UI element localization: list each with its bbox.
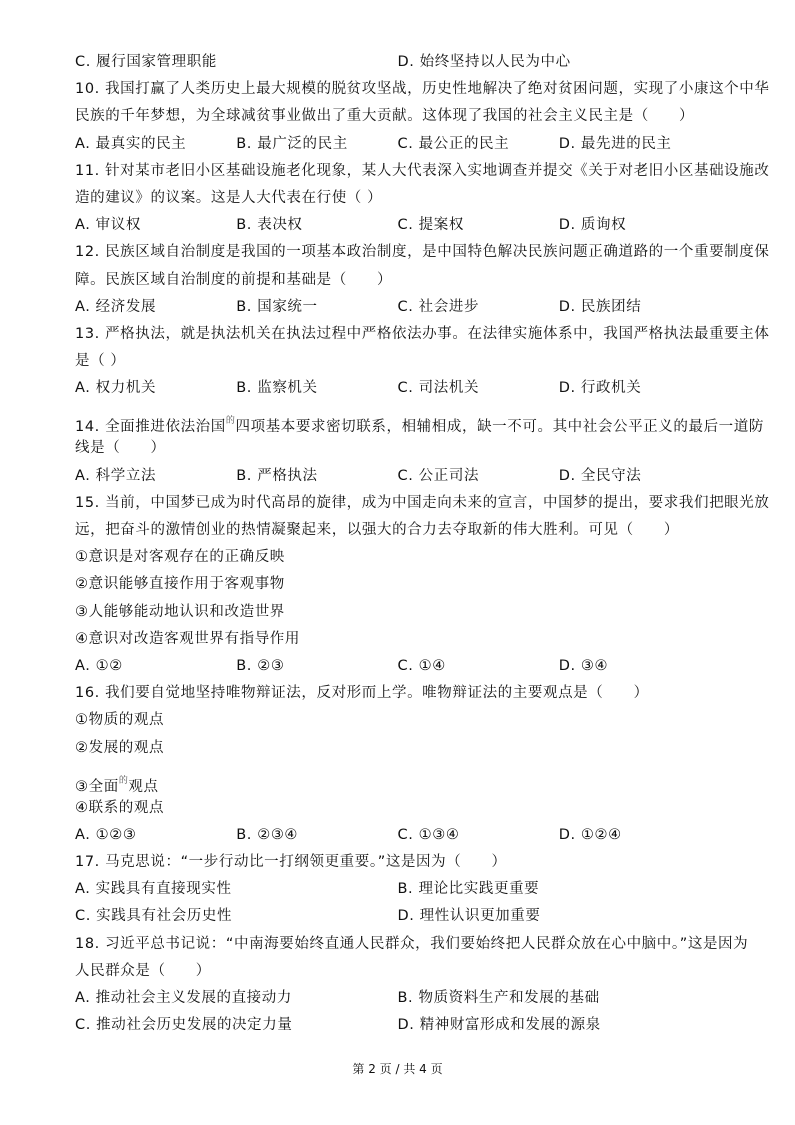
q11-options: [75, 212, 720, 239]
option: D. 最先进的民主: [558, 135, 672, 152]
q15-options: [75, 653, 720, 680]
option: D. ①②④: [558, 826, 622, 843]
option: D. 始终坚持以人民为中心: [397, 54, 571, 70]
question-text: 人民群众是（ ）: [75, 962, 211, 979]
option: C. 司法机关: [397, 380, 480, 397]
q18-options: [75, 1012, 720, 1039]
q16-options: [75, 822, 720, 849]
option: A. ①②③: [75, 826, 137, 843]
question-list: [75, 49, 770, 1039]
option: C. ①④: [397, 657, 446, 674]
option: C. 最公正的民主: [397, 135, 510, 152]
page-number: 第 2 页 / 共 4 页: [352, 1062, 443, 1076]
option: C. ①③④: [397, 826, 460, 843]
option: B. 表决权: [236, 217, 303, 234]
q14-options: [75, 463, 720, 490]
option: D. 质询权: [558, 217, 627, 234]
option: A. 最真实的民主: [75, 135, 187, 152]
option: A. 实践具有直接现实性: [75, 881, 232, 898]
option: D. 行政机关: [558, 380, 642, 397]
option: D. ③④: [558, 657, 609, 674]
question-text: 11. 针对某市老旧小区基础设施老化现象，某人大代表深入实地调查并提交《关于对老旧小区基础设施改: [75, 162, 770, 179]
option: A. ①②: [75, 657, 123, 674]
option: D. 民族团结: [558, 298, 642, 315]
statement: ④联系的观点: [75, 799, 165, 816]
text: ③全面: [75, 778, 119, 795]
option: A. 科学立法: [75, 467, 157, 484]
option: A. 审议权: [75, 217, 141, 234]
statement: ③人能够能动地认识和改造世界: [75, 603, 285, 620]
text: 四项基本要求密切联系，相辅相成，缺一不可。其中社会公平正义的最后一道防: [235, 419, 764, 436]
statement: ④意识对改造客观世界有指导作用: [75, 630, 300, 647]
option: B. 监察机关: [236, 380, 318, 397]
question-text: 造的建议》的议案。这是人大代表在行使（ ）: [75, 189, 383, 206]
question-text: 线是（ ）: [75, 440, 166, 457]
question-text: 13. 严格执法，就是执法机关在执法过程中严格依法办事。在法律实施体系中，我国严格执法最重要主体: [75, 325, 770, 342]
q10-options: [75, 131, 720, 158]
q12-options: [75, 294, 720, 321]
option: A. 推动社会主义发展的直接动力: [75, 990, 292, 1006]
q9-options: [75, 49, 720, 76]
option: B. 物质资料生产和发展的基础: [397, 990, 600, 1006]
q18-options: [75, 985, 720, 1012]
question-text: 远，把奋斗的激情创业的热情凝聚起来，以强大的合力去夺取新的伟大胜利。可见（ ）: [75, 522, 679, 538]
option: C. 提案权: [397, 217, 464, 234]
option: B. ②③④: [236, 826, 299, 843]
question-text: 15. 当前，中国梦已成为时代高昂的旋律，成为中国走向未来的宣言，中国梦的提出，要求我们把眼光放: [75, 494, 770, 511]
option: B. 理论比实践更重要: [397, 881, 540, 898]
superscript: 的: [118, 775, 129, 786]
question-text: [75, 402, 764, 436]
option: C. 推动社会历史发展的决定力量: [75, 1017, 293, 1034]
q17-options: [75, 903, 720, 930]
option: A. 经济发展: [75, 298, 157, 315]
superscript: 的: [225, 416, 236, 427]
question-text: 12. 民族区域自治制度是我国的一项基本政治制度，是中国特色解决民族问题正确道路的一个重要制度保: [75, 244, 770, 261]
option: B. 严格执法: [236, 467, 318, 484]
option: D. 理性认识更加重要: [397, 908, 541, 925]
option: C. 社会进步: [397, 298, 480, 315]
statement: [75, 762, 720, 795]
q17-options: [75, 876, 720, 903]
question-text: 民族的千年梦想，为全球减贫事业做出了重大贡献。这体现了我国的社会主义民主是（ ）: [75, 108, 695, 125]
option: B. ②③: [236, 657, 285, 674]
text: 观点: [128, 778, 159, 795]
option: B. 国家统一: [236, 298, 318, 315]
question-text: 障。民族区域自治制度的前提和基础是（ ）: [75, 271, 393, 288]
question-text: 17. 马克思说：“一步行动比一打纲领更重要。”这是因为（ ）: [75, 854, 507, 871]
option: B. 最广泛的民主: [236, 135, 348, 152]
option: C. 公正司法: [397, 467, 480, 484]
question-text: 是（ ）: [75, 353, 126, 370]
option: D. 全民守法: [558, 467, 642, 484]
option: C. 实践具有社会历史性: [75, 908, 233, 925]
option: D. 精神财富形成和发展的源泉: [397, 1017, 601, 1034]
statement: ①物质的观点: [75, 712, 165, 729]
statement: ①意识是对客观存在的正确反映: [75, 549, 285, 566]
question-text: 16. 我们要自觉地坚持唯物辩证法，反对形而上学。唯物辩证法的主要观点是（ ）: [75, 685, 649, 702]
question-text: 10. 我国打赢了人类历史上最大规模的脱贫攻坚战，历史性地解决了绝对贫困问题，实现了小康这个中华: [75, 81, 770, 98]
text: 14. 全面推进依法治国: [75, 419, 226, 436]
option: C. 履行国家管理职能: [75, 54, 217, 70]
q13-options: [75, 375, 720, 402]
statement: ②意识能够直接作用于客观事物: [75, 576, 285, 593]
statement: ②发展的观点: [75, 739, 165, 756]
option: A. 权力机关: [75, 380, 157, 397]
question-text: 18. 习近平总书记说：“中南海要始终直通人民群众，我们要始终把人民群众放在心中脑中。”这是因为: [75, 935, 749, 952]
